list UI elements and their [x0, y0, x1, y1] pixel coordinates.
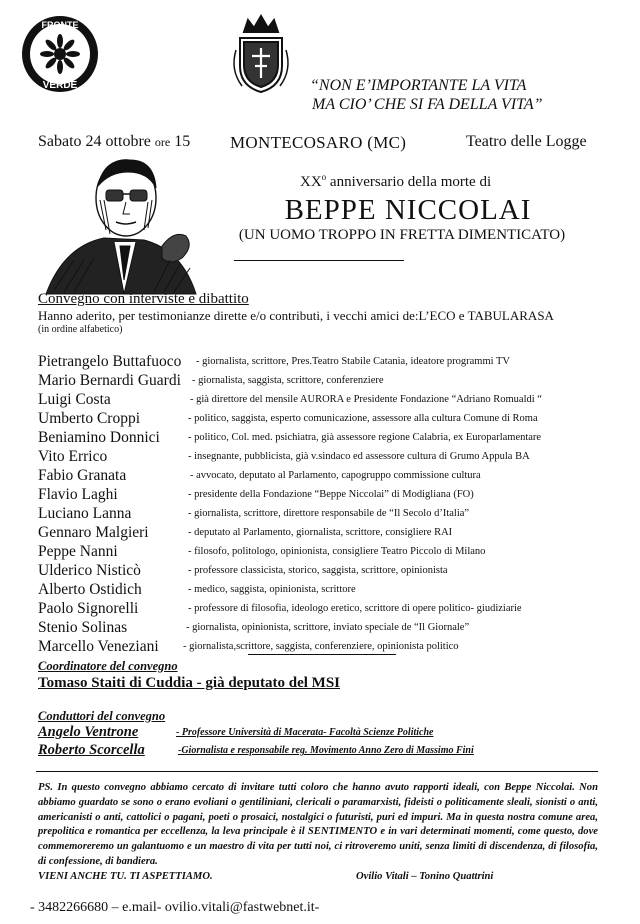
- postscript-closing: VIENI ANCHE TU. TI ASPETTIAMO.: [38, 870, 213, 882]
- speaker-row: [38, 619, 628, 638]
- divider: [36, 771, 598, 772]
- speaker-desc: - deputato al Parlamento, giornalista, scrittore, consigliere RAI: [188, 527, 453, 538]
- coordinator-heading: Coordinatore del convegno: [38, 659, 178, 673]
- speaker-name: Marcello Veneziani: [38, 638, 159, 655]
- speaker-row: [38, 562, 628, 581]
- speaker-name: Vito Errico: [38, 448, 108, 465]
- fronte-verde-logo: [20, 14, 100, 94]
- speaker-name: Umberto Croppi: [38, 410, 141, 427]
- adhesion-text: Hanno aderito, per testimonianze dirette e/o contributi, i vecchi amici de:L’ECO e TABULARASA: [38, 308, 554, 323]
- speaker-desc: - politico, saggista, esperto comunicazione, assessore alla cultura Comune di Roma: [188, 413, 538, 424]
- speaker-desc: - filosofo, politologo, opinionista, consigliere Teatro Piccolo di Milano: [188, 546, 486, 557]
- event-place: MONTECOSARO (MC): [230, 133, 407, 152]
- speaker-name: Luciano Lanna: [38, 505, 132, 522]
- anniversary-text: anniversario della morte di: [326, 174, 492, 190]
- logo-top-text: FRONTE: [41, 20, 79, 30]
- speaker-row: [38, 372, 628, 391]
- convegno-heading: Convegno con interviste e dibattito: [38, 291, 249, 307]
- page-subtitle: (UN UOMO TROPPO IN FRETTA DIMENTICATO): [238, 227, 566, 243]
- speaker-name: Gennaro Malgieri: [38, 524, 149, 541]
- speaker-name: Pietrangelo Buttafuoco: [38, 353, 182, 370]
- conductors-heading: Conduttori del convegno: [38, 709, 166, 723]
- speaker-row: [38, 581, 628, 600]
- speaker-desc: - giornalista, opinionista, scrittore, inviato speciale de “Il Giornale”: [186, 622, 470, 633]
- event-ore: ore: [154, 135, 171, 149]
- page-title: BEPPE NICCOLAI: [284, 194, 532, 226]
- speaker-row: [38, 600, 628, 619]
- speaker-row: [38, 429, 628, 448]
- speaker-row: [38, 505, 628, 524]
- coordinator-name: Tomaso Staiti di Cuddia - già deputato del MSI: [38, 675, 341, 691]
- speaker-desc: - insegnante, pubblicista, già v.sindaco ed assessore cultura di Grumo Appula BA: [188, 451, 530, 462]
- speaker-desc: - professore di filosofia, ideologo eretico, scrittore di opere politico- giudiziarie: [188, 603, 522, 614]
- speaker-desc: - giornalista, saggista, scrittore, conferenziere: [192, 375, 384, 386]
- speaker-name: Ulderico Nisticò: [38, 562, 141, 579]
- event-venue: Teatro delle Logge: [466, 133, 587, 150]
- event-time: 15: [174, 133, 191, 150]
- anniversary-ordinal: o: [321, 172, 327, 182]
- speaker-row: [38, 391, 628, 410]
- divider: [248, 654, 396, 655]
- contact-info: - 3482266680 – e.mail- ovilio.vitali@fastwebnet.it-: [30, 900, 320, 915]
- alphabetical-note: (in ordine alfabetico): [38, 324, 123, 335]
- speaker-name: Paolo Signorelli: [38, 600, 139, 617]
- speaker-name: Fabio Granata: [38, 467, 127, 484]
- speaker-row: [38, 353, 628, 372]
- postscript-text: PS. In questo convegno abbiamo cercato di invitare tutti coloro che hanno avuto rapporti ideali, con Beppe Niccolai. Non abbiamo guardato se sono o erano evoliani o gentiliniani, clericali o paramarxisti, fideisti o politicamente sleali, sionisti o anti, americanisti o anti, cattolici o pagani, poeti o prosaici, nostalgici o futuristi, puri ed impuri. Ma in questa nostra comune area, prepolitica e romantica per eccellenza, la leva principale è il SENTIMENTO e in vari determinati momenti, come questo, dove commemoreremo un galantuomo e un maestro di vita per tutti noi, ci ritroveremo uniti, senza limiti di discendenza, di filosofia, di confessione, di bandiera.: [38, 782, 598, 867]
- speaker-name: Mario Bernardi Guardi: [38, 372, 181, 389]
- speaker-desc: - giornalista, scrittore, direttore responsabile de “Il Secolo d’Italia”: [188, 508, 470, 519]
- logo-bottom-text: VERDE: [42, 80, 78, 91]
- speaker-desc: - presidente della Fondazione “Beppe Niccolai” di Modigliana (FO): [188, 489, 474, 500]
- conductor-row: [38, 723, 618, 741]
- speaker-desc: - professore classicista, storico, saggista, scrittore, opinionista: [188, 565, 448, 576]
- speaker-row: [38, 486, 628, 505]
- speaker-name: Stenio Solinas: [38, 619, 128, 636]
- speaker-row: [38, 448, 628, 467]
- anniversary-line: [300, 172, 560, 191]
- quote: [310, 76, 592, 114]
- postscript-signature: Ovilio Vitali – Tonino Quattrini: [356, 870, 494, 882]
- quote-line-1: “NON E’IMPORTANTE LA VITA: [310, 77, 527, 94]
- conductor-row: [38, 741, 618, 759]
- speaker-name: Alberto Ostidich: [38, 581, 142, 598]
- speaker-name: Flavio Laghi: [38, 486, 118, 503]
- speaker-desc: - avvocato, deputato al Parlamento, capogruppo commissione cultura: [190, 470, 481, 481]
- speaker-row: [38, 524, 628, 543]
- speaker-name: Peppe Nanni: [38, 543, 118, 560]
- postscript-closing-row: [38, 870, 598, 885]
- speaker-desc: - giornalista, scrittore, Pres.Teatro Stabile Catania, ideatore programmi TV: [196, 356, 510, 367]
- conductor-name: Angelo Ventrone: [38, 724, 139, 740]
- divider: [234, 260, 404, 261]
- anniversary-number: XX: [300, 174, 322, 190]
- speaker-row: [38, 467, 628, 486]
- speaker-list: [38, 353, 628, 657]
- speaker-name: Luigi Costa: [38, 391, 111, 408]
- conductor-desc: -Giornalista e responsabile reg. Movimento Anno Zero di Massimo Fini: [178, 745, 474, 756]
- portrait-illustration: [44, 150, 198, 296]
- municipal-crest-icon: [226, 10, 296, 96]
- conductor-name: Roberto Scorcella: [38, 742, 145, 758]
- speaker-desc: - medico, saggista, opinionista, scrittore: [188, 584, 356, 595]
- speaker-row: [38, 410, 628, 429]
- postscript: [38, 781, 598, 885]
- quote-line-2: MA CIO’ CHE SI FA DELLA VITA”: [312, 96, 543, 113]
- speaker-desc: - politico, Col. med. psichiatra, già assessore regione Calabria, ex Europarlamentare: [188, 432, 542, 443]
- speaker-desc: - già direttore del mensile AURORA e Presidente Fondazione “Adriano Romualdi “: [190, 394, 542, 405]
- speaker-name: Beniamino Donnici: [38, 429, 160, 446]
- event-date: [38, 133, 190, 151]
- speaker-row: [38, 543, 628, 562]
- event-date-text: Sabato 24 ottobre: [38, 133, 151, 150]
- conductor-desc: - Professore Università di Macerata- Facoltà Scienze Politiche: [176, 727, 434, 738]
- speaker-desc: - giornalista,scrittore, saggista, conferenziere, opinionista politico: [183, 641, 459, 652]
